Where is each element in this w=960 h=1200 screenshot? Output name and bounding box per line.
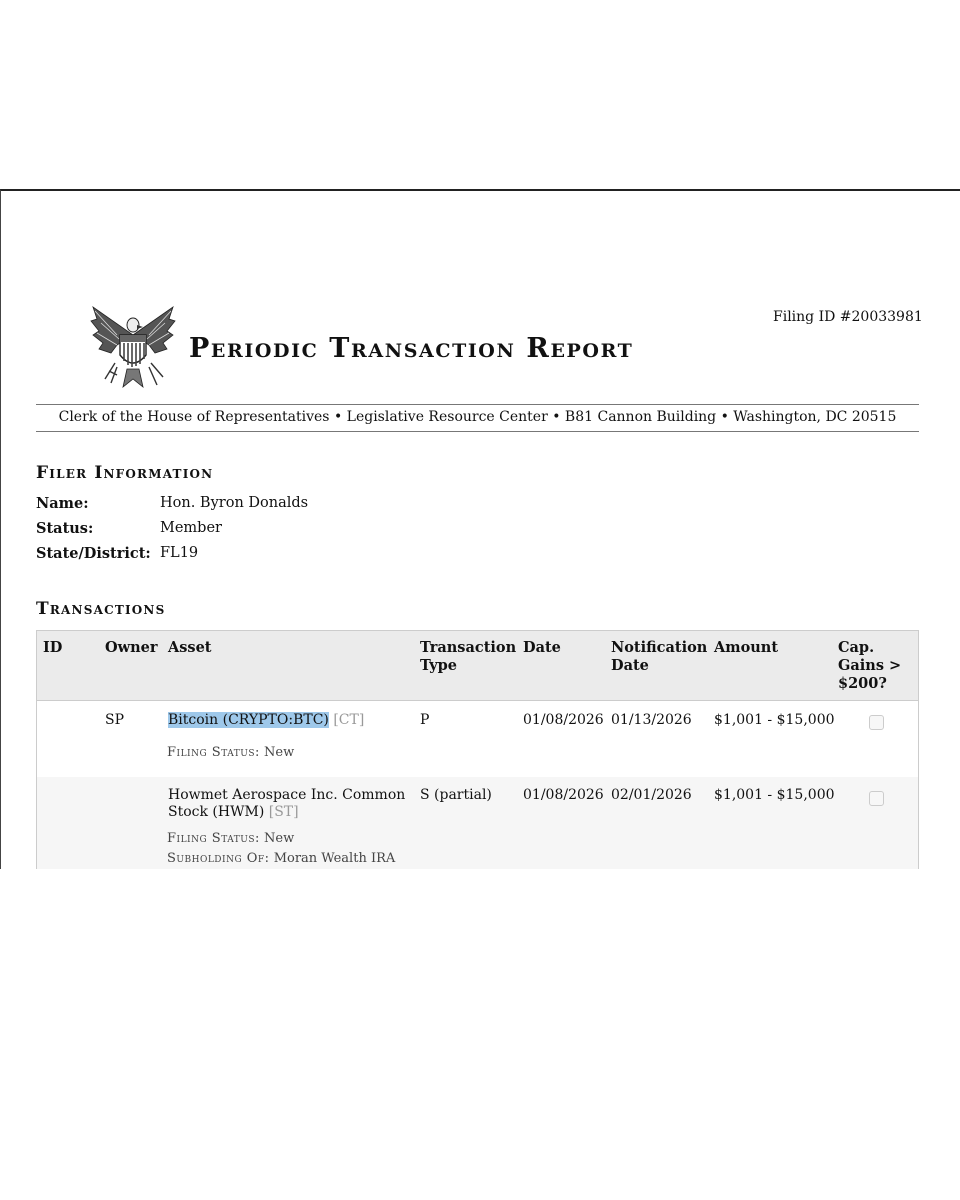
filing-status-value: New <box>264 745 295 760</box>
col-notification-date-line2: Date <box>611 657 649 674</box>
asset-name-line1: Howmet Aerospace Inc. Common <box>168 787 406 803</box>
row-asset <box>168 787 405 821</box>
eagle-seal-icon <box>87 305 179 389</box>
status-label: Status: <box>36 520 94 537</box>
name-value: Hon. Byron Donalds <box>160 495 309 511</box>
status-value: Member <box>160 520 222 536</box>
row-date: 01/08/2026 <box>523 712 604 728</box>
district-label: State/District: <box>36 545 151 562</box>
filing-status-value: New <box>264 831 295 846</box>
col-transaction-type <box>420 639 516 675</box>
header-divider-bottom <box>36 431 919 432</box>
page-title: Periodic Transaction Report <box>189 333 634 364</box>
row-transaction-type: S (partial) <box>420 787 492 803</box>
filing-id: Filing ID #20033981 <box>773 309 923 325</box>
row-notification-date: 02/01/2026 <box>611 787 692 803</box>
col-date: Date <box>523 639 561 656</box>
col-notification-date <box>611 639 707 675</box>
cap-gains-checkbox[interactable] <box>869 791 884 806</box>
col-cap-gains-line2: Gains > <box>838 657 902 674</box>
row-asset <box>168 712 364 729</box>
report-page <box>0 189 960 869</box>
name-label: Name: <box>36 495 89 512</box>
col-cap-gains-line1: Cap. <box>838 639 875 656</box>
col-notification-date-line1: Notification <box>611 639 708 656</box>
filing-status <box>167 745 294 760</box>
cap-gains-checkbox[interactable] <box>869 715 884 730</box>
asset-name-link[interactable]: Bitcoin (CRYPTO:BTC) <box>168 712 329 728</box>
row-transaction-type: P <box>420 712 430 728</box>
transactions-heading: Transactions <box>36 599 166 619</box>
col-owner: Owner <box>105 639 158 656</box>
col-transaction-type-line1: Transaction <box>420 639 517 656</box>
asset-type-code: [ST] <box>268 804 299 820</box>
subholding <box>167 851 395 866</box>
row-amount: $1,001 - $15,000 <box>714 712 835 728</box>
row-amount: $1,001 - $15,000 <box>714 787 835 803</box>
col-amount: Amount <box>714 639 779 656</box>
col-transaction-type-line2: Type <box>420 657 457 674</box>
col-cap-gains <box>838 639 901 693</box>
transactions-table <box>36 630 919 869</box>
asset-type-code: [CT] <box>333 712 365 728</box>
subholding-value: Moran Wealth IRA <box>273 851 396 866</box>
table-row <box>37 701 918 777</box>
filing-status-label: Filing Status: <box>167 745 260 760</box>
district-value: FL19 <box>160 545 199 561</box>
filer-info-heading: Filer Information <box>36 463 214 483</box>
row-date: 01/08/2026 <box>523 787 604 803</box>
filing-status-label: Filing Status: <box>167 831 260 846</box>
table-row <box>37 777 918 869</box>
filing-status <box>167 831 294 846</box>
header-divider-top <box>36 404 919 405</box>
table-header <box>37 631 918 701</box>
row-notification-date: 01/13/2026 <box>611 712 692 728</box>
col-id: ID <box>43 639 63 656</box>
row-owner: SP <box>105 712 125 728</box>
asset-name-line2: Stock (HWM) <box>168 804 265 820</box>
office-address: Clerk of the House of Representatives • Legislative Resource Center • B81 Cannon Building • Washington, DC 20515 <box>58 409 897 425</box>
subholding-label: Subholding Of: <box>167 851 270 866</box>
col-cap-gains-line3: $200? <box>838 675 887 692</box>
col-asset: Asset <box>168 639 212 656</box>
